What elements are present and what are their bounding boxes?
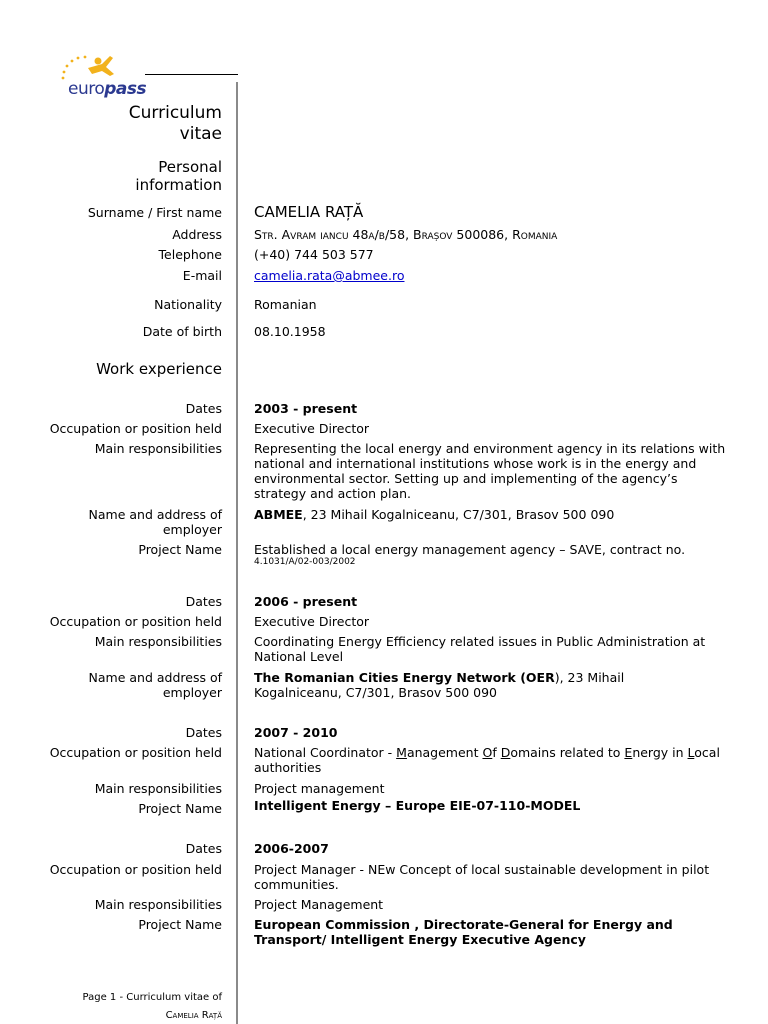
- email-label: E-mail: [182, 268, 222, 283]
- telephone-label: Telephone: [158, 247, 222, 262]
- job4-project: European Commission , Directorate-General for Energy and Transport/ Intelligent Energy Executive Agency: [254, 917, 673, 947]
- occ-part-underlined: E: [624, 745, 633, 760]
- nationality-value: Romanian: [254, 297, 317, 312]
- email-link[interactable]: camelia.rata@abmee.ro: [254, 268, 405, 283]
- job1-employer-name: ABMEE: [254, 507, 303, 522]
- job2-dates-label: Dates: [185, 594, 222, 609]
- europass-wordmark: [68, 79, 146, 99]
- job4-responsibilities-label: Main responsibilities: [94, 897, 222, 912]
- occ-part: nergy in: [632, 745, 688, 760]
- job4-responsibilities: Project Management: [254, 897, 384, 912]
- occ-part: ocal authorities: [254, 745, 720, 775]
- job3-project-label: Project Name: [138, 801, 222, 816]
- job2-employer-name: The Romanian Cities Energy Network (OER: [254, 670, 555, 685]
- page-footer: [83, 992, 222, 1022]
- dob-label: Date of birth: [142, 324, 222, 339]
- job1-project-label: Project Name: [138, 542, 222, 557]
- occ-part: omains related to: [510, 745, 625, 760]
- cv-title-line2: vitae: [179, 124, 222, 144]
- job4-occupation-label: Occupation or position held: [49, 862, 222, 877]
- telephone-value: (+40) 744 503 577: [254, 247, 374, 262]
- job1-employer-label: [2, 507, 222, 537]
- occ-part-underlined: M: [396, 745, 407, 760]
- occ-part-underlined: O: [482, 745, 493, 760]
- job2-occupation-label: Occupation or position held: [49, 614, 222, 629]
- job1-employer-address: , 23 Mihail Kogalniceanu, C7/301, Brasov 500 090: [302, 507, 615, 522]
- employer-label-line1: Name and address of: [88, 670, 222, 685]
- job1-responsibilities: Representing the local energy and environment agency in its relations with national and international institutions whose work is in the energy and environmental sector. Setting up and implementing of the agency’s strategy and action plan.: [254, 441, 726, 501]
- personal-heading-line1: Personal: [158, 158, 222, 176]
- europass-logo: [58, 52, 158, 104]
- job1-occupation-label: Occupation or position held: [49, 421, 222, 436]
- occ-part: anagement: [406, 745, 483, 760]
- job1-occupation: Executive Director: [254, 421, 370, 436]
- nationality-label: Nationality: [154, 297, 222, 312]
- employer-label-line2: employer: [162, 685, 222, 700]
- logo-text-bold: pass: [104, 79, 147, 99]
- job3-dates: 2007 - 2010: [254, 725, 338, 740]
- job2-responsibilities-label: Main responsibilities: [94, 634, 222, 649]
- job2-employer-label: [2, 670, 222, 700]
- cv-title: [129, 103, 222, 145]
- job3-project: Intelligent Energy – Europe EIE-07-110-MODEL: [254, 798, 581, 813]
- job1-project-text: Established a local energy management agency – SAVE, contract no.: [254, 542, 686, 557]
- job2-employer-address: ), 23 Mihail Kogalniceanu, C7/301, Brasov 500 090: [254, 670, 625, 700]
- occ-part: f: [492, 745, 501, 760]
- job2-occupation: Executive Director: [254, 614, 370, 629]
- job4-dates-label: Dates: [185, 841, 222, 856]
- job1-dates: 2003 - present: [254, 401, 358, 416]
- column-divider: [236, 82, 238, 1024]
- job3-occupation: [254, 745, 724, 775]
- footer-line2: Camelia Rață: [165, 1010, 222, 1021]
- job3-occupation-label: Occupation or position held: [49, 745, 222, 760]
- job1-responsibilities-label: Main responsibilities: [94, 441, 222, 456]
- job1-dates-label: Dates: [185, 401, 222, 416]
- job4-project-label: Project Name: [138, 917, 222, 932]
- address-value: Str. Avram iancu 48a/b/58, Brașov 500086, Romania: [254, 227, 558, 242]
- job2-dates: 2006 - present: [254, 594, 358, 609]
- address-label: Address: [172, 227, 222, 242]
- occ-part-underlined: D: [500, 745, 511, 760]
- occ-part: National Coordinator -: [254, 745, 397, 760]
- personal-heading-line2: information: [135, 176, 222, 194]
- logo-text-plain: euro: [68, 79, 105, 99]
- header-rule: [145, 74, 238, 75]
- surname-value: CAMELIA RAȚĂ: [254, 203, 364, 221]
- job3-responsibilities: Project management: [254, 781, 385, 796]
- dob-value: 08.10.1958: [254, 324, 326, 339]
- surname-label: Surname / First name: [87, 205, 222, 220]
- job4-occupation: Project Manager - NEw Concept of local sustainable development in pilot communities.: [254, 862, 710, 892]
- job4-dates: 2006-2007: [254, 841, 329, 856]
- job2-responsibilities: Coordinating Energy Efficiency related issues in Public Administration at National Level: [254, 634, 706, 664]
- occ-part-underlined: L: [687, 745, 695, 760]
- employer-label-line2: employer: [162, 522, 222, 537]
- cv-title-line1: Curriculum: [128, 103, 222, 123]
- job1-project: [254, 542, 744, 568]
- job3-responsibilities-label: Main responsibilities: [94, 781, 222, 796]
- work-experience-heading: Work experience: [96, 360, 222, 378]
- personal-info-heading: [135, 158, 222, 194]
- footer-line1: Page 1 - Curriculum vitae of: [82, 992, 222, 1003]
- employer-label-line1: Name and address of: [88, 507, 222, 522]
- job2-employer: [254, 670, 674, 700]
- job3-dates-label: Dates: [185, 725, 222, 740]
- job1-contract-number: 4.1031/A/02-003/2002: [254, 557, 356, 567]
- job1-employer: [254, 507, 744, 522]
